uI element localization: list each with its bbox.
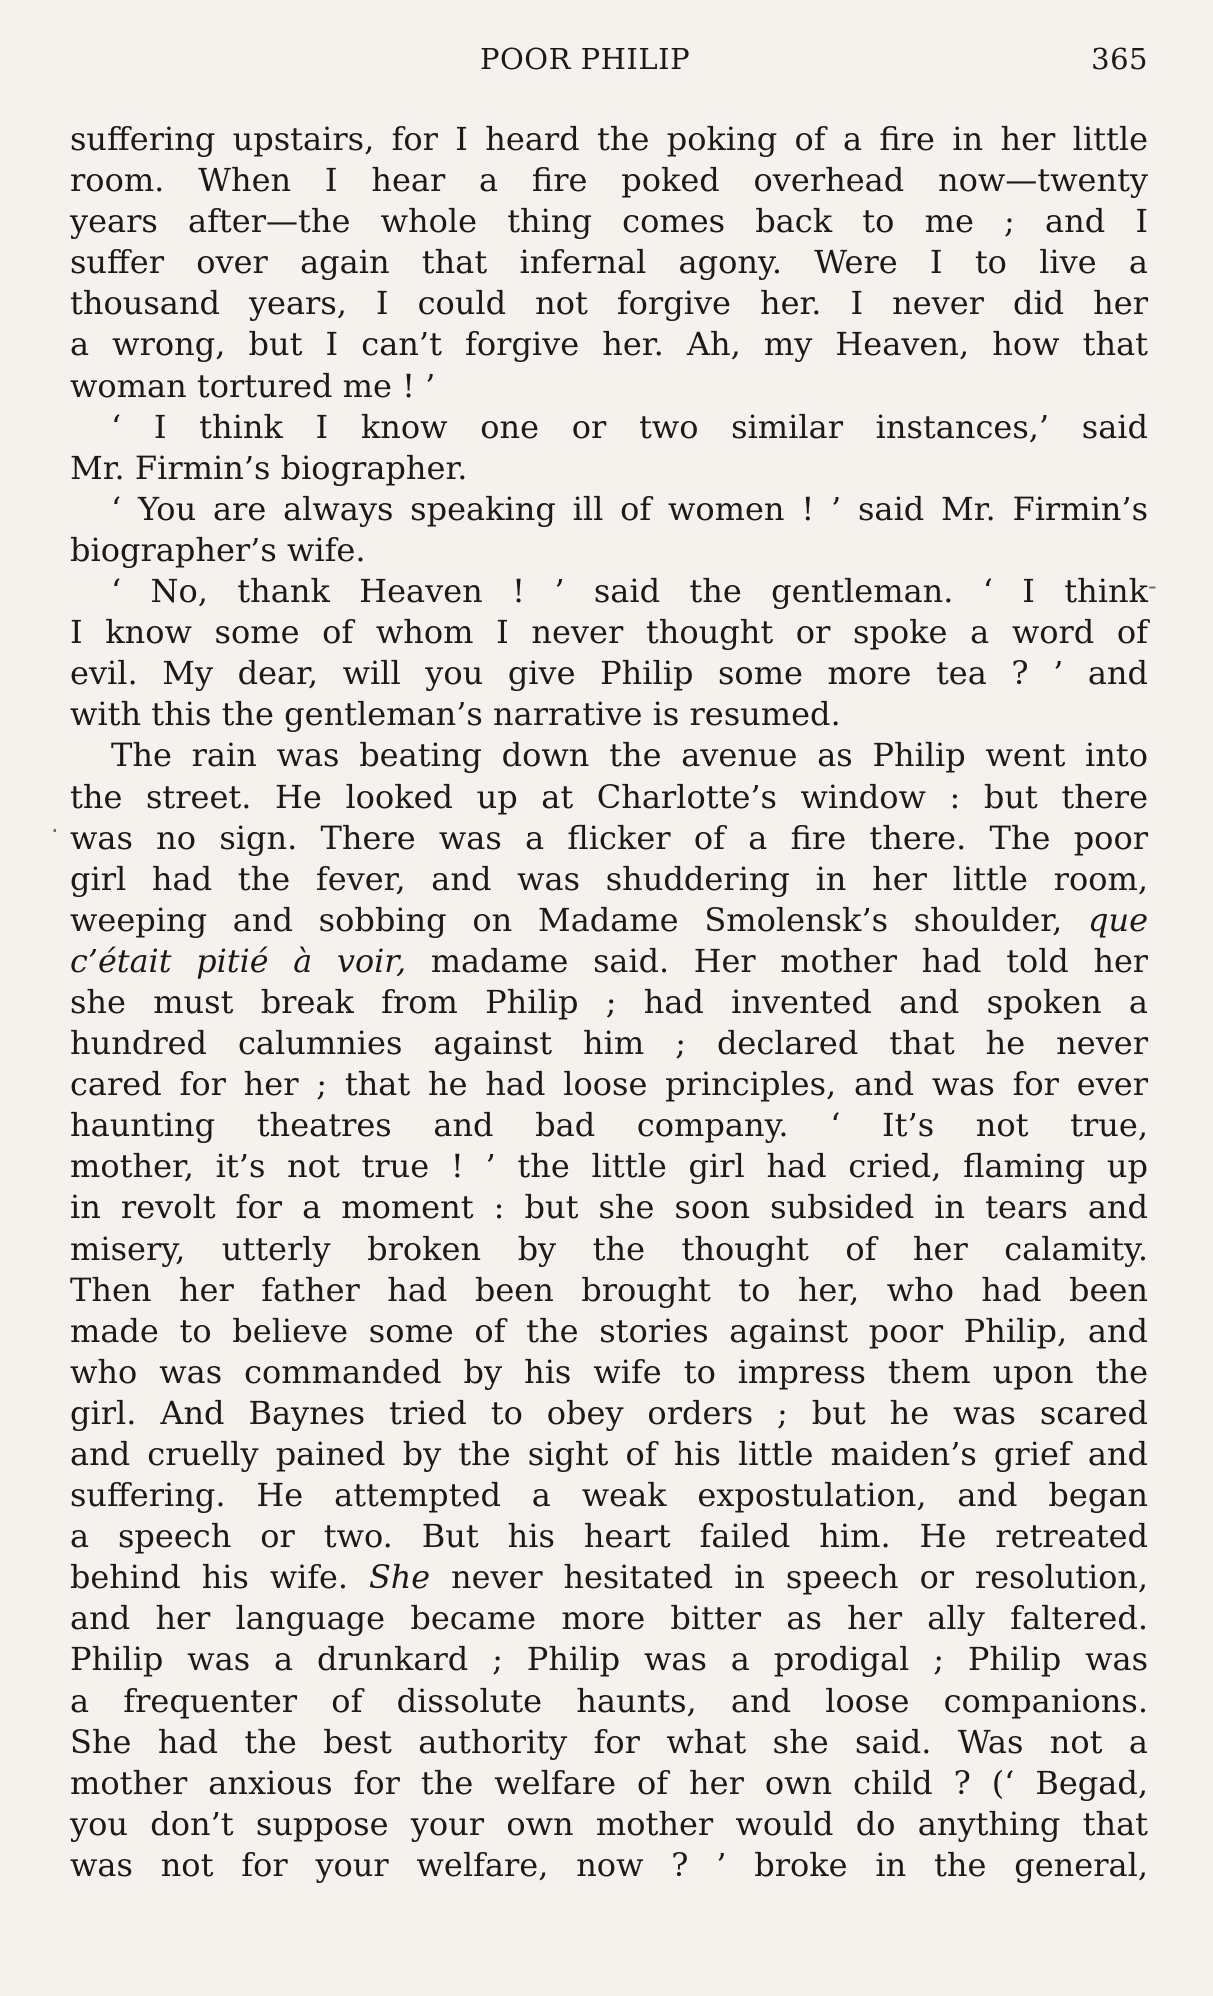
- text-line: [70, 448, 1148, 489]
- text-segment: was not for your welfare, now ? ’ broke in the general,: [70, 1845, 1148, 1884]
- text-line: [70, 777, 1148, 818]
- text-segment: hundred calumnies against him ; declared that he never: [70, 1024, 1148, 1063]
- text-segment: mother, it’s not true ! ’ the little girl had cried, flaming up: [70, 1147, 1148, 1186]
- text-segment: a frequenter of dissolute haunts, and loose companions.: [70, 1681, 1148, 1720]
- text-segment: never hesitated in speech or resolution,: [430, 1558, 1148, 1597]
- italic-text-segment: She: [369, 1558, 431, 1597]
- text-line: [70, 1598, 1148, 1639]
- text-segment: misery, utterly broken by the thought of her calamity.: [70, 1229, 1148, 1268]
- text-line: [70, 201, 1148, 242]
- text-segment: The rain was beating down the avenue as Philip went into: [111, 736, 1148, 775]
- text-line: [70, 1311, 1148, 1352]
- text-line: [70, 242, 1148, 283]
- text-segment: and her language became more bitter as her ally faltered.: [70, 1599, 1148, 1638]
- text-segment: madame said. Her mother had told her: [406, 941, 1149, 980]
- running-head: [70, 42, 1148, 82]
- text-line: [70, 612, 1148, 653]
- text-line: [70, 283, 1148, 324]
- text-segment: biographer’s wife.: [70, 530, 366, 569]
- text-line: [70, 1722, 1148, 1763]
- text-segment: you don’t suppose your own mother would do anything that: [70, 1804, 1148, 1843]
- text-line: [70, 1064, 1148, 1105]
- text-segment: and cruelly pained by the sight of his little maiden’s grief and: [70, 1435, 1148, 1473]
- running-title: POOR PHILIP: [480, 42, 691, 76]
- text-segment: a wrong, but I can’t forgive her. Ah, my Heaven, how that: [70, 325, 1148, 364]
- text-segment: girl. And Baynes tried to obey orders ; but he was scared: [70, 1393, 1148, 1432]
- text-segment: suffer over again that infernal agony. Were I to live a: [70, 243, 1148, 282]
- text-segment: was no sign. There was a flicker of a fire there. The poor: [70, 818, 1148, 857]
- text-line: [70, 489, 1148, 530]
- text-segment: suffering. He attempted a weak expostulation, and began: [70, 1476, 1148, 1515]
- text-line: [70, 571, 1148, 612]
- margin-dash-mark: -: [1148, 572, 1157, 600]
- text-line: [70, 982, 1148, 1023]
- text-line: [70, 119, 1148, 160]
- text-segment: with this the gentleman’s narrative is resumed.: [70, 695, 841, 734]
- text-segment: room. When I hear a fire poked overhead now—twenty: [70, 161, 1148, 200]
- text-line: [70, 1475, 1148, 1516]
- text-line: [70, 1229, 1148, 1270]
- text-segment: ‘ You are always speaking ill of women ! ’ said Mr. Firmin’s: [111, 489, 1148, 528]
- text-segment: Mr. Firmin’s biographer.: [70, 448, 468, 487]
- text-segment: suffering upstairs, for I heard the poking of a fire in her little: [70, 120, 1148, 158]
- text-segment: years after—the whole thing comes back to me ; and I: [70, 202, 1148, 241]
- italic-text-segment: que: [1087, 900, 1148, 939]
- text-segment: cared for her ; that he had loose principles, and was for ever: [70, 1065, 1148, 1104]
- text-segment: thousand years, I could not forgive her. I never did her: [70, 284, 1148, 323]
- text-line: [70, 1516, 1148, 1557]
- text-segment: girl had the fever, and was shuddering in her little room,: [70, 859, 1148, 898]
- page-number: 365: [1091, 42, 1148, 76]
- text-line: [70, 1105, 1148, 1146]
- text-line: [70, 653, 1148, 694]
- text-segment: I know some of whom I never thought or spoke a word of: [70, 613, 1148, 652]
- text-line: [70, 735, 1148, 776]
- text-segment: haunting theatres and bad company. ‘ It’s not true,: [70, 1106, 1148, 1145]
- body-text: [70, 119, 1148, 1886]
- text-line: [70, 160, 1148, 201]
- text-segment: Philip was a drunkard ; Philip was a prodigal ; Philip was: [70, 1640, 1148, 1679]
- text-segment: behind his wife.: [70, 1558, 369, 1597]
- text-segment: She had the best authority for what she said. Was not a: [70, 1722, 1148, 1761]
- text-segment: evil. My dear, will you give Philip some more tea ? ’ and: [70, 654, 1148, 693]
- text-line: [70, 1845, 1148, 1886]
- italic-text-segment: c’était pitié à voir,: [70, 941, 407, 980]
- text-segment: weeping and sobbing on Madame Smolensk’s shoulder,: [70, 900, 1088, 939]
- text-line: [70, 324, 1148, 365]
- text-line: [70, 818, 1148, 859]
- text-segment: who was commanded by his wife to impress them upon the: [70, 1352, 1148, 1391]
- text-line: [70, 1681, 1148, 1722]
- text-line: [70, 1352, 1148, 1393]
- text-segment: a speech or two. But his heart failed him. He retreated: [70, 1517, 1148, 1556]
- text-line: [70, 900, 1148, 941]
- text-line: [70, 941, 1148, 982]
- text-line: [70, 694, 1148, 735]
- text-segment: Then her father had been brought to her, who had been: [70, 1270, 1148, 1309]
- text-line: [70, 530, 1148, 571]
- text-segment: she must break from Philip ; had invented and spoken a: [70, 982, 1148, 1021]
- text-segment: woman tortured me ! ’: [70, 366, 436, 405]
- text-line: [70, 1023, 1148, 1064]
- text-line: [70, 1557, 1148, 1598]
- text-line: [70, 859, 1148, 900]
- text-line: [70, 1393, 1148, 1434]
- text-line: [70, 1434, 1148, 1475]
- text-line: [70, 1187, 1148, 1228]
- text-line: [70, 1146, 1148, 1187]
- text-line: [70, 407, 1148, 448]
- text-line: [70, 1763, 1148, 1804]
- text-segment: the street. He looked up at Charlotte’s window : but there: [70, 777, 1148, 816]
- margin-dot-mark: .: [51, 810, 59, 838]
- text-line: [70, 1270, 1148, 1311]
- text-line: [70, 366, 1148, 407]
- text-line: [70, 1639, 1148, 1680]
- text-segment: ‘ I think I know one or two similar instances,’ said: [111, 407, 1148, 446]
- text-segment: made to believe some of the stories against poor Philip, and: [70, 1311, 1148, 1350]
- text-line: [70, 1804, 1148, 1845]
- text-segment: ‘ No, thank Heaven ! ’ said the gentleman. ‘ I think: [111, 572, 1148, 611]
- text-segment: in revolt for a moment : but she soon subsided in tears and: [70, 1188, 1148, 1227]
- text-segment: mother anxious for the welfare of her own child ? (‘ Begad,: [70, 1763, 1148, 1802]
